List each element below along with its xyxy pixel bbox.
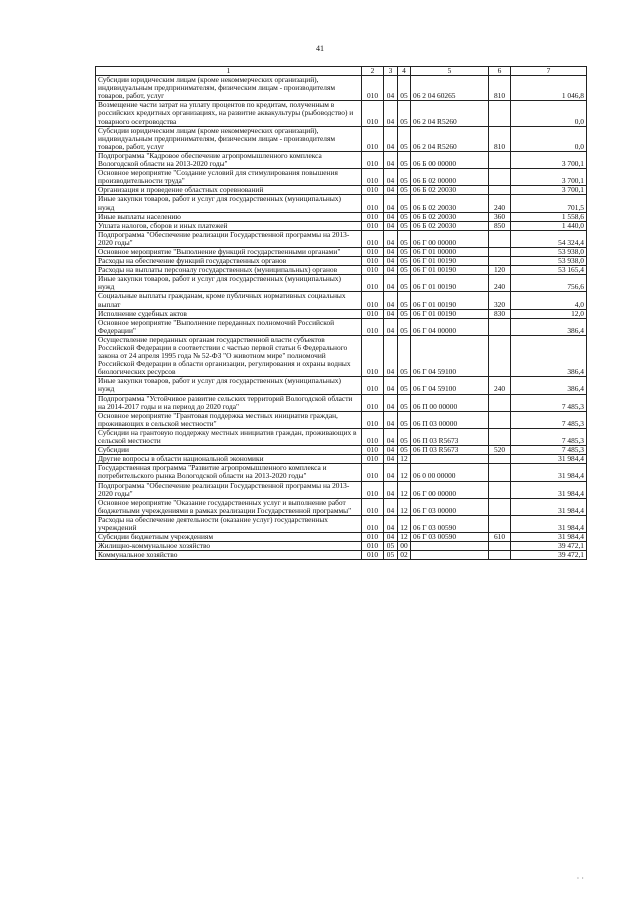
cell-name: Подпрограмма "Обеспечение реализации Государственной программы на 2013-2020 годы" bbox=[96, 230, 362, 247]
cell-section: 04 bbox=[384, 169, 398, 186]
cell-code: 010 bbox=[362, 318, 384, 335]
cell-amount: 53 938,0 bbox=[511, 247, 587, 256]
cell-name: Расходы на обеспечение функций государственных органов bbox=[96, 257, 362, 266]
cell-target-article: 06 Г 01 00000 bbox=[411, 247, 489, 256]
cell-section: 04 bbox=[384, 221, 398, 230]
cell-amount: 7 485,3 bbox=[511, 428, 587, 445]
cell-amount: 1 558,6 bbox=[511, 212, 587, 221]
cell-amount: 31 984,4 bbox=[511, 481, 587, 498]
cell-code: 010 bbox=[362, 195, 384, 212]
cell-expense-type: 830 bbox=[489, 309, 511, 318]
table-row bbox=[96, 455, 587, 464]
cell-code: 010 bbox=[362, 377, 384, 394]
table-row bbox=[96, 257, 587, 266]
cell-subsection: 02 bbox=[398, 551, 411, 560]
cell-amount: 54 324,4 bbox=[511, 230, 587, 247]
cell-subsection: 05 bbox=[398, 186, 411, 195]
cell-name: Субсидии юридическим лицам (кроме некоммерческих организаций), индивидуальным предпринимателям, физическим лицам - производителям товаров, работ, услуг bbox=[96, 126, 362, 151]
cell-target-article: 06 Б 02 20030 bbox=[411, 186, 489, 195]
cell-expense-type bbox=[489, 394, 511, 411]
table-row bbox=[96, 551, 587, 560]
cell-target-article: 06 Б 02 20030 bbox=[411, 195, 489, 212]
cell-section: 04 bbox=[384, 309, 398, 318]
cell-target-article bbox=[411, 551, 489, 560]
cell-section: 04 bbox=[384, 266, 398, 275]
cell-target-article: 06 Б 02 00000 bbox=[411, 169, 489, 186]
table-row bbox=[96, 169, 587, 186]
cell-code: 010 bbox=[362, 428, 384, 445]
cell-name: Основное мероприятие "Оказание государственных услуг и выполнение работ бюджетными учреждениями в рамках реализации Государственной программы" bbox=[96, 498, 362, 515]
cell-expense-type: 240 bbox=[489, 275, 511, 292]
cell-code: 010 bbox=[362, 292, 384, 309]
cell-expense-type bbox=[489, 551, 511, 560]
cell-code: 010 bbox=[362, 411, 384, 428]
cell-subsection: 12 bbox=[398, 533, 411, 542]
cell-name: Субсидии bbox=[96, 446, 362, 455]
cell-code: 010 bbox=[362, 464, 384, 481]
cell-section: 04 bbox=[384, 292, 398, 309]
cell-amount: 31 984,4 bbox=[511, 464, 587, 481]
cell-expense-type bbox=[489, 542, 511, 551]
cell-name: Организация и проведение областных соревнований bbox=[96, 186, 362, 195]
cell-subsection: 05 bbox=[398, 318, 411, 335]
cell-section: 04 bbox=[384, 446, 398, 455]
cell-name: Государственная программа "Развитие агропромышленного комплекса и потребительского рынка Вологодской области на 2013-2020 годы" bbox=[96, 464, 362, 481]
cell-section: 04 bbox=[384, 335, 398, 376]
cell-code: 010 bbox=[362, 247, 384, 256]
cell-subsection: 05 bbox=[398, 257, 411, 266]
cell-section: 04 bbox=[384, 515, 398, 532]
scan-mark: · · bbox=[576, 874, 584, 883]
cell-expense-type bbox=[489, 481, 511, 498]
cell-target-article: 06 Г 01 00190 bbox=[411, 257, 489, 266]
cell-subsection: 05 bbox=[398, 212, 411, 221]
cell-name: Осуществление переданных органам государственной власти субъектов Российской Федерации в соответствии с частью первой статьи 6 Федерального закона от 24 апреля 1995 года № 52-ФЗ "О животном мире" полномочий Российской Федерации в области организации, регулирования и охраны водных биологических ресурсов bbox=[96, 335, 362, 376]
cell-code: 010 bbox=[362, 151, 384, 168]
cell-code: 010 bbox=[362, 275, 384, 292]
cell-section: 04 bbox=[384, 464, 398, 481]
header-cell-name: 1 bbox=[96, 67, 362, 76]
cell-expense-type: 610 bbox=[489, 533, 511, 542]
cell-section: 05 bbox=[384, 551, 398, 560]
cell-expense-type bbox=[489, 464, 511, 481]
cell-target-article bbox=[411, 542, 489, 551]
cell-expense-type bbox=[489, 318, 511, 335]
table-row bbox=[96, 377, 587, 394]
cell-code: 010 bbox=[362, 257, 384, 266]
cell-name: Иные выплаты населению bbox=[96, 212, 362, 221]
table-row bbox=[96, 101, 587, 126]
header-cell-expense-type: 6 bbox=[489, 67, 511, 76]
cell-subsection: 05 bbox=[398, 230, 411, 247]
cell-amount: 7 485,3 bbox=[511, 411, 587, 428]
table-row bbox=[96, 212, 587, 221]
cell-section: 04 bbox=[384, 498, 398, 515]
cell-amount: 0,0 bbox=[511, 126, 587, 151]
cell-name: Иные закупки товаров, работ и услуг для государственных (муниципальных) нужд bbox=[96, 275, 362, 292]
cell-target-article: 06 Б 00 00000 bbox=[411, 151, 489, 168]
header-cell-amount: 7 bbox=[511, 67, 587, 76]
cell-target-article: 06 Г 01 00190 bbox=[411, 266, 489, 275]
cell-expense-type bbox=[489, 498, 511, 515]
cell-section: 04 bbox=[384, 428, 398, 445]
table-row bbox=[96, 335, 587, 376]
cell-name: Подпрограмма "Кадровое обеспечение агропромышленного комплекса Вологодской области на 2013-2020 годы" bbox=[96, 151, 362, 168]
cell-code: 010 bbox=[362, 266, 384, 275]
cell-code: 010 bbox=[362, 498, 384, 515]
cell-name: Субсидии юридическим лицам (кроме некоммерческих организаций), индивидуальным предпринимателям, физическим лицам - производителям товаров, работ, услуг bbox=[96, 76, 362, 101]
table-row bbox=[96, 221, 587, 230]
table-row bbox=[96, 292, 587, 309]
cell-code: 010 bbox=[362, 212, 384, 221]
cell-name: Расходы на выплаты персоналу государственных (муниципальных) органов bbox=[96, 266, 362, 275]
cell-subsection: 05 bbox=[398, 221, 411, 230]
cell-target-article: 06 2 04 60265 bbox=[411, 76, 489, 101]
cell-subsection: 05 bbox=[398, 275, 411, 292]
cell-target-article: 06 П 03 R5673 bbox=[411, 446, 489, 455]
table-row bbox=[96, 126, 587, 151]
cell-code: 010 bbox=[362, 455, 384, 464]
cell-expense-type bbox=[489, 428, 511, 445]
cell-section: 04 bbox=[384, 411, 398, 428]
budget-table bbox=[95, 66, 587, 560]
cell-subsection: 12 bbox=[398, 515, 411, 532]
cell-subsection: 00 bbox=[398, 542, 411, 551]
cell-amount: 386,4 bbox=[511, 335, 587, 376]
table-row bbox=[96, 275, 587, 292]
table-row bbox=[96, 542, 587, 551]
cell-amount: 3 700,1 bbox=[511, 186, 587, 195]
cell-subsection: 05 bbox=[398, 247, 411, 256]
cell-expense-type bbox=[489, 230, 511, 247]
cell-expense-type: 520 bbox=[489, 446, 511, 455]
cell-section: 04 bbox=[384, 195, 398, 212]
cell-subsection: 12 bbox=[398, 481, 411, 498]
cell-section: 04 bbox=[384, 126, 398, 151]
cell-expense-type bbox=[489, 169, 511, 186]
cell-target-article: 06 Г 00 00000 bbox=[411, 481, 489, 498]
table-row bbox=[96, 186, 587, 195]
cell-amount: 31 984,4 bbox=[511, 533, 587, 542]
cell-subsection: 05 bbox=[398, 126, 411, 151]
cell-name: Возмещение части затрат на уплату процентов по кредитам, полученным в российских кредитных организациях, на развитие аквакультуры (рыбоводство) и товарного осетроводства bbox=[96, 101, 362, 126]
cell-section: 04 bbox=[384, 394, 398, 411]
cell-target-article: 06 Г 01 00190 bbox=[411, 275, 489, 292]
header-cell-section: 3 bbox=[384, 67, 398, 76]
cell-expense-type: 810 bbox=[489, 76, 511, 101]
cell-code: 010 bbox=[362, 542, 384, 551]
cell-target-article: 06 Г 01 00190 bbox=[411, 309, 489, 318]
cell-target-article: 06 П 00 00000 bbox=[411, 394, 489, 411]
header-row bbox=[96, 67, 587, 76]
cell-target-article: 06 Б 02 20030 bbox=[411, 221, 489, 230]
cell-code: 010 bbox=[362, 309, 384, 318]
cell-amount: 53 165,4 bbox=[511, 266, 587, 275]
cell-amount: 1 046,8 bbox=[511, 76, 587, 101]
cell-section: 04 bbox=[384, 186, 398, 195]
cell-expense-type bbox=[489, 186, 511, 195]
cell-amount: 0,0 bbox=[511, 101, 587, 126]
cell-subsection: 05 bbox=[398, 292, 411, 309]
table-row bbox=[96, 266, 587, 275]
table-row bbox=[96, 76, 587, 101]
cell-code: 010 bbox=[362, 394, 384, 411]
table-row bbox=[96, 428, 587, 445]
cell-section: 04 bbox=[384, 533, 398, 542]
cell-expense-type: 320 bbox=[489, 292, 511, 309]
cell-amount: 39 472,1 bbox=[511, 542, 587, 551]
cell-section: 05 bbox=[384, 542, 398, 551]
cell-expense-type bbox=[489, 151, 511, 168]
cell-section: 04 bbox=[384, 101, 398, 126]
cell-subsection: 12 bbox=[398, 464, 411, 481]
table-row bbox=[96, 481, 587, 498]
cell-target-article: 06 Г 04 00000 bbox=[411, 318, 489, 335]
cell-target-article: 06 Г 04 59100 bbox=[411, 377, 489, 394]
cell-expense-type: 810 bbox=[489, 126, 511, 151]
cell-expense-type bbox=[489, 455, 511, 464]
cell-section: 04 bbox=[384, 377, 398, 394]
cell-name: Уплата налогов, сборов и иных платежей bbox=[96, 221, 362, 230]
cell-name: Социальные выплаты гражданам, кроме публичных нормативных социальных выплат bbox=[96, 292, 362, 309]
cell-code: 010 bbox=[362, 169, 384, 186]
cell-target-article: 06 П 03 00000 bbox=[411, 411, 489, 428]
cell-code: 010 bbox=[362, 101, 384, 126]
page-number: 41 bbox=[316, 44, 324, 53]
cell-expense-type bbox=[489, 411, 511, 428]
cell-subsection: 05 bbox=[398, 411, 411, 428]
cell-amount: 1 440,0 bbox=[511, 221, 587, 230]
cell-code: 010 bbox=[362, 221, 384, 230]
cell-target-article: 06 Г 01 00190 bbox=[411, 292, 489, 309]
table-row bbox=[96, 498, 587, 515]
cell-amount: 31 984,4 bbox=[511, 455, 587, 464]
cell-amount: 701,5 bbox=[511, 195, 587, 212]
table-row bbox=[96, 411, 587, 428]
cell-target-article: 06 Г 03 00000 bbox=[411, 498, 489, 515]
cell-subsection: 05 bbox=[398, 428, 411, 445]
cell-name: Исполнение судебных актов bbox=[96, 309, 362, 318]
cell-name: Коммунальное хозяйство bbox=[96, 551, 362, 560]
cell-code: 010 bbox=[362, 335, 384, 376]
cell-amount: 53 938,0 bbox=[511, 257, 587, 266]
cell-code: 010 bbox=[362, 481, 384, 498]
cell-target-article: 06 П 03 R5673 bbox=[411, 428, 489, 445]
cell-name: Расходы на обеспечение деятельности (оказание услуг) государственных учреждений bbox=[96, 515, 362, 532]
cell-name: Субсидии на грантовую поддержку местных инициатив граждан, проживающих в сельской местности bbox=[96, 428, 362, 445]
cell-name: Подпрограмма "Обеспечение реализации Государственной программы на 2013-2020 годы" bbox=[96, 481, 362, 498]
cell-name: Жилищно-коммунальное хозяйство bbox=[96, 542, 362, 551]
cell-amount: 31 984,4 bbox=[511, 515, 587, 532]
cell-code: 010 bbox=[362, 533, 384, 542]
cell-target-article: 06 Г 03 00590 bbox=[411, 533, 489, 542]
cell-code: 010 bbox=[362, 446, 384, 455]
cell-target-article: 06 0 00 00000 bbox=[411, 464, 489, 481]
cell-target-article bbox=[411, 455, 489, 464]
header-cell-code: 2 bbox=[362, 67, 384, 76]
header-cell-subsection: 4 bbox=[398, 67, 411, 76]
cell-name: Основное мероприятие "Грантовая поддержка местных инициатив граждан, проживающих в сельской местности" bbox=[96, 411, 362, 428]
table-row bbox=[96, 533, 587, 542]
cell-target-article: 06 Г 03 00590 bbox=[411, 515, 489, 532]
cell-expense-type bbox=[489, 101, 511, 126]
cell-amount: 3 700,1 bbox=[511, 151, 587, 168]
cell-amount: 7 485,3 bbox=[511, 394, 587, 411]
cell-expense-type bbox=[489, 335, 511, 376]
cell-section: 04 bbox=[384, 247, 398, 256]
cell-code: 010 bbox=[362, 126, 384, 151]
cell-section: 04 bbox=[384, 455, 398, 464]
cell-subsection: 05 bbox=[398, 266, 411, 275]
cell-target-article: 06 2 04 R5260 bbox=[411, 126, 489, 151]
cell-code: 010 bbox=[362, 186, 384, 195]
cell-subsection: 05 bbox=[398, 195, 411, 212]
cell-subsection: 05 bbox=[398, 394, 411, 411]
cell-amount: 31 984,4 bbox=[511, 498, 587, 515]
cell-code: 010 bbox=[362, 76, 384, 101]
cell-amount: 39 472,1 bbox=[511, 551, 587, 560]
cell-amount: 3 700,1 bbox=[511, 169, 587, 186]
table-row bbox=[96, 515, 587, 532]
cell-name: Основное мероприятие "Создание условий для стимулирования повышения производительности труда" bbox=[96, 169, 362, 186]
cell-name: Основное мероприятие "Выполнение переданных полномочий Российской Федерации" bbox=[96, 318, 362, 335]
cell-expense-type bbox=[489, 515, 511, 532]
cell-subsection: 05 bbox=[398, 169, 411, 186]
cell-code: 010 bbox=[362, 230, 384, 247]
table-row bbox=[96, 309, 587, 318]
cell-section: 04 bbox=[384, 230, 398, 247]
table-row bbox=[96, 464, 587, 481]
cell-name: Субсидии бюджетным учреждениям bbox=[96, 533, 362, 542]
table-row bbox=[96, 394, 587, 411]
cell-expense-type: 360 bbox=[489, 212, 511, 221]
cell-expense-type bbox=[489, 247, 511, 256]
cell-code: 010 bbox=[362, 515, 384, 532]
table-row bbox=[96, 247, 587, 256]
cell-expense-type: 240 bbox=[489, 377, 511, 394]
cell-subsection: 05 bbox=[398, 151, 411, 168]
cell-amount: 12,0 bbox=[511, 309, 587, 318]
cell-expense-type: 120 bbox=[489, 266, 511, 275]
cell-section: 04 bbox=[384, 481, 398, 498]
cell-subsection: 05 bbox=[398, 309, 411, 318]
cell-target-article: 06 Б 02 20030 bbox=[411, 212, 489, 221]
cell-expense-type: 850 bbox=[489, 221, 511, 230]
table-row bbox=[96, 151, 587, 168]
cell-expense-type bbox=[489, 257, 511, 266]
cell-code: 010 bbox=[362, 551, 384, 560]
cell-target-article: 06 2 04 R5260 bbox=[411, 101, 489, 126]
cell-subsection: 12 bbox=[398, 498, 411, 515]
cell-section: 04 bbox=[384, 318, 398, 335]
cell-subsection: 05 bbox=[398, 446, 411, 455]
cell-amount: 756,6 bbox=[511, 275, 587, 292]
cell-amount: 386,4 bbox=[511, 377, 587, 394]
table-row bbox=[96, 195, 587, 212]
table-row bbox=[96, 446, 587, 455]
cell-section: 04 bbox=[384, 257, 398, 266]
header-cell-target-article: 5 bbox=[411, 67, 489, 76]
cell-section: 04 bbox=[384, 275, 398, 292]
cell-target-article: 06 Г 04 59100 bbox=[411, 335, 489, 376]
cell-name: Иные закупки товаров, работ и услуг для государственных (муниципальных) нужд bbox=[96, 377, 362, 394]
cell-subsection: 05 bbox=[398, 377, 411, 394]
cell-name: Иные закупки товаров, работ и услуг для государственных (муниципальных) нужд bbox=[96, 195, 362, 212]
cell-subsection: 05 bbox=[398, 76, 411, 101]
cell-name: Подпрограмма "Устойчивое развитие сельских территорий Вологодской области на 2014-2017 годы и на период до 2020 года" bbox=[96, 394, 362, 411]
cell-subsection: 05 bbox=[398, 101, 411, 126]
table-row bbox=[96, 230, 587, 247]
cell-subsection: 12 bbox=[398, 455, 411, 464]
cell-amount: 4,0 bbox=[511, 292, 587, 309]
cell-expense-type: 240 bbox=[489, 195, 511, 212]
cell-section: 04 bbox=[384, 151, 398, 168]
cell-subsection: 05 bbox=[398, 335, 411, 376]
cell-name: Основное мероприятие "Выполнение функций государственными органами" bbox=[96, 247, 362, 256]
table-row bbox=[96, 318, 587, 335]
cell-amount: 7 485,3 bbox=[511, 446, 587, 455]
cell-amount: 386,4 bbox=[511, 318, 587, 335]
cell-name: Другие вопросы в области национальной экономики bbox=[96, 455, 362, 464]
cell-section: 04 bbox=[384, 212, 398, 221]
cell-section: 04 bbox=[384, 76, 398, 101]
cell-target-article: 06 Г 00 00000 bbox=[411, 230, 489, 247]
